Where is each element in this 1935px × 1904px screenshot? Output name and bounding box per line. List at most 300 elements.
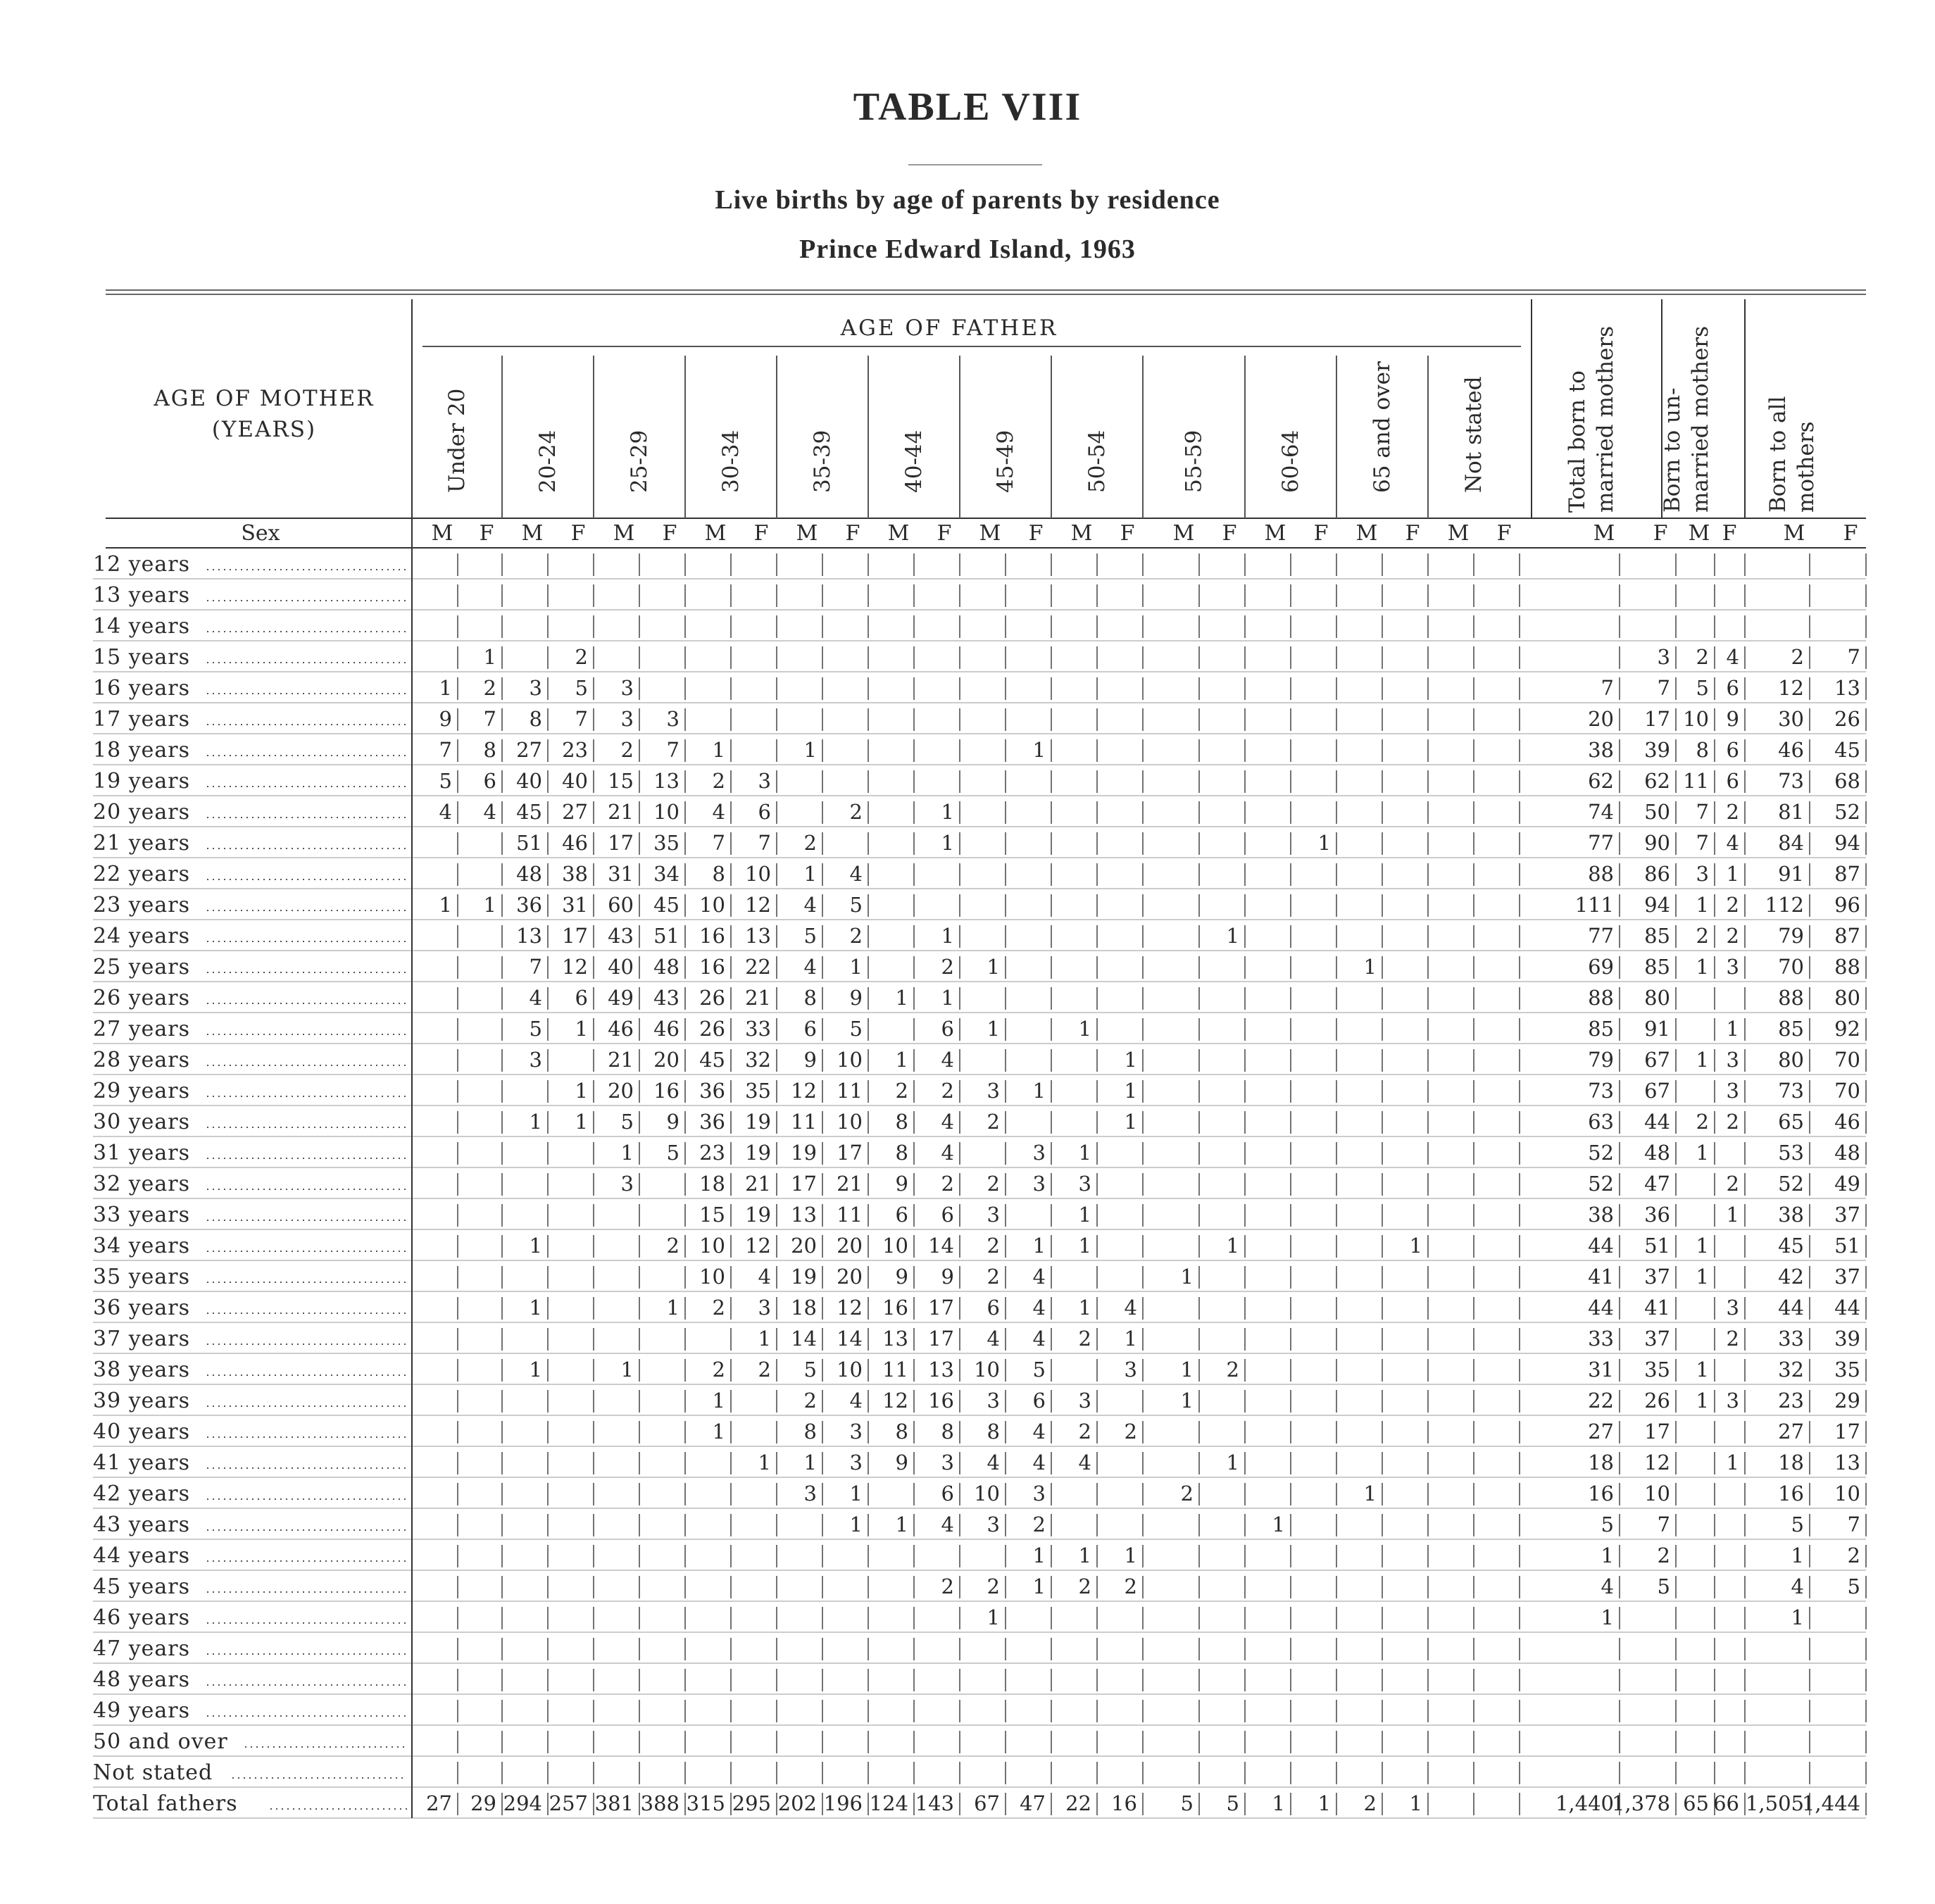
table-cell: 9 xyxy=(1726,707,1739,731)
table-cell: 8 xyxy=(941,1420,954,1443)
row-label: 37 years xyxy=(93,1327,191,1351)
sex-label: Sex xyxy=(241,521,280,546)
table-cell: 3 xyxy=(620,676,634,700)
table-cell: 34 xyxy=(653,862,680,886)
sex-heading: F xyxy=(1222,521,1237,546)
table-cell: 53 xyxy=(1778,1141,1804,1165)
table-cell: 1 xyxy=(1180,1358,1194,1382)
table-cell: 5 xyxy=(1847,1574,1860,1598)
row-label: 13 years xyxy=(93,583,191,608)
table-cell: 23 xyxy=(1778,1389,1804,1413)
table-cell: 46 xyxy=(1778,738,1804,762)
table-cell: 11 xyxy=(1683,769,1709,793)
table-cell: 85 xyxy=(1644,924,1670,948)
table-cell: 1 xyxy=(1124,1110,1137,1134)
table-cell: 1 xyxy=(1078,1543,1091,1567)
table-cell: 1 xyxy=(1124,1543,1137,1567)
table-cell: 7 xyxy=(483,707,496,731)
table-cell: 62 xyxy=(1588,769,1614,793)
total-cell: 381 xyxy=(594,1791,634,1815)
table-cell: 1 xyxy=(439,676,452,700)
table-cell: 4 xyxy=(941,1141,954,1165)
table-cell: 3 xyxy=(1032,1172,1046,1196)
table-cell: 7 xyxy=(1696,800,1709,824)
table-cell: 2 xyxy=(1696,645,1709,669)
row-label: 32 years xyxy=(93,1172,191,1196)
table-cell: 67 xyxy=(1644,1079,1670,1103)
father-group-heading: 30-34 xyxy=(718,430,744,493)
table-cell: 4 xyxy=(1032,1296,1046,1320)
table-cell: 7 xyxy=(712,831,725,855)
table-cell: 1 xyxy=(1124,1048,1137,1072)
table-cell: 9 xyxy=(895,1265,908,1289)
table-cell: 2 xyxy=(1657,1543,1670,1567)
table-cell: 14 xyxy=(837,1327,863,1351)
table-cell: 18 xyxy=(699,1172,725,1196)
table-cell: 10 xyxy=(837,1358,863,1382)
table-cell: 8 xyxy=(895,1141,908,1165)
total-cell: 22 xyxy=(1065,1791,1091,1815)
table-cell: 16 xyxy=(882,1296,908,1320)
table-cell: 18 xyxy=(791,1296,817,1320)
table-cell: 1 xyxy=(941,924,954,948)
table-cell: 1 xyxy=(1696,1141,1709,1165)
sex-heading: M xyxy=(1447,521,1470,546)
table-cell: 6 xyxy=(941,1482,954,1505)
table-cell: 51 xyxy=(1644,1234,1670,1258)
total-cell: 27 xyxy=(426,1791,452,1815)
table-cell: 13 xyxy=(791,1203,817,1227)
row-label: 20 years xyxy=(93,800,191,825)
row-label: 25 years xyxy=(93,955,191,979)
sex-heading: F xyxy=(753,521,769,546)
table-cell: 6 xyxy=(1726,738,1739,762)
table-cell: 37 xyxy=(1644,1265,1670,1289)
table-cell: 10 xyxy=(974,1482,1000,1505)
table-cell: 43 xyxy=(653,986,680,1010)
table-cell: 4 xyxy=(1032,1451,1046,1474)
table-cell: 8 xyxy=(1696,738,1709,762)
table-cell: 70 xyxy=(1834,1079,1860,1103)
table-cell: 2 xyxy=(1696,1110,1709,1134)
table-cell: 44 xyxy=(1588,1296,1614,1320)
table-title: TABLE VIII xyxy=(853,85,1082,129)
table-cell: 37 xyxy=(1834,1203,1860,1227)
table-cell: 88 xyxy=(1834,955,1860,979)
table-cell: 13 xyxy=(653,769,680,793)
table-cell: 10 xyxy=(837,1110,863,1134)
table-cell: 21 xyxy=(608,800,634,824)
row-label: 15 years xyxy=(93,645,191,670)
sex-heading: M xyxy=(431,521,453,546)
table-cell: 4 xyxy=(1032,1327,1046,1351)
table-cell: 79 xyxy=(1778,924,1804,948)
table-cell: 4 xyxy=(987,1327,1000,1351)
table-cell: 1 xyxy=(1696,1265,1709,1289)
table-cell: 87 xyxy=(1834,924,1860,948)
table-cell: 16 xyxy=(699,924,725,948)
table-cell: 33 xyxy=(745,1017,771,1041)
table-cell: 1 xyxy=(1180,1389,1194,1413)
row-label: 47 years xyxy=(93,1636,191,1661)
table-cell: 36 xyxy=(516,893,542,917)
table-cell: 2 xyxy=(1124,1574,1137,1598)
table-cell: 6 xyxy=(1032,1389,1046,1413)
row-label: 41 years xyxy=(93,1451,191,1475)
sex-heading: F xyxy=(1405,521,1420,546)
table-cell: 4 xyxy=(941,1048,954,1072)
total-cell: 295 xyxy=(732,1791,771,1815)
table-cell: 1 xyxy=(1124,1079,1137,1103)
table-cell: 12 xyxy=(745,1234,771,1258)
table-cell: 10 xyxy=(699,893,725,917)
table-cell: 77 xyxy=(1588,831,1614,855)
table-cell: 46 xyxy=(653,1017,680,1041)
row-label: 28 years xyxy=(93,1048,191,1072)
table-cell: 2 xyxy=(941,1172,954,1196)
table-cell: 1 xyxy=(712,1420,725,1443)
table-cell: 15 xyxy=(608,769,634,793)
row-label: Not stated xyxy=(93,1760,213,1785)
table-cell: 77 xyxy=(1588,924,1614,948)
table-cell: 17 xyxy=(1834,1420,1860,1443)
table-cell: 31 xyxy=(562,893,588,917)
table-cell: 21 xyxy=(608,1048,634,1072)
table-cell: 1 xyxy=(1726,1451,1739,1474)
row-label: 16 years xyxy=(93,676,191,701)
sex-heading: M xyxy=(1783,521,1805,546)
table-cell: 10 xyxy=(745,862,771,886)
table-cell: 19 xyxy=(791,1265,817,1289)
table-cell: 4 xyxy=(941,1110,954,1134)
table-cell: 36 xyxy=(699,1079,725,1103)
table-cell: 12 xyxy=(837,1296,863,1320)
table-cell: 60 xyxy=(608,893,634,917)
table-cell: 52 xyxy=(1778,1172,1804,1196)
table-cell: 68 xyxy=(1834,769,1860,793)
table-cell: 49 xyxy=(608,986,634,1010)
table-cell: 3 xyxy=(1078,1389,1091,1413)
table-cell: 74 xyxy=(1588,800,1614,824)
table-cell: 6 xyxy=(987,1296,1000,1320)
table-cell: 52 xyxy=(1588,1172,1614,1196)
table-cell: 2 xyxy=(1078,1574,1091,1598)
table-cell: 5 xyxy=(1601,1512,1614,1536)
table-cell: 16 xyxy=(699,955,725,979)
table-cell: 6 xyxy=(575,986,588,1010)
table-cell: 1 xyxy=(1032,738,1046,762)
table-cell: 79 xyxy=(1588,1048,1614,1072)
table-cell: 1 xyxy=(803,862,817,886)
table-cell: 1 xyxy=(987,1605,1000,1629)
table-cell: 4 xyxy=(1791,1574,1804,1598)
table-cell: 9 xyxy=(941,1265,954,1289)
row-label: 14 years xyxy=(93,614,191,639)
table-cell: 7 xyxy=(1601,676,1614,700)
row-label: 24 years xyxy=(93,924,191,948)
table-subtitle-place: Prince Edward Island, 1963 xyxy=(799,234,1136,264)
table-cell: 13 xyxy=(928,1358,954,1382)
table-cell: 7 xyxy=(758,831,771,855)
table-cell: 21 xyxy=(745,986,771,1010)
sex-heading: M xyxy=(1688,521,1710,546)
table-cell: 1 xyxy=(1696,1234,1709,1258)
table-cell: 3 xyxy=(758,1296,771,1320)
table-cell: 33 xyxy=(1588,1327,1614,1351)
table-cell: 5 xyxy=(803,924,817,948)
table-cell: 1 xyxy=(1696,1358,1709,1382)
table-cell: 1 xyxy=(1601,1605,1614,1629)
sex-heading: F xyxy=(479,521,494,546)
table-cell: 40 xyxy=(608,955,634,979)
table-cell: 88 xyxy=(1778,986,1804,1010)
table-cell: 5 xyxy=(529,1017,542,1041)
sex-heading: M xyxy=(1593,521,1615,546)
total-cell: 1 xyxy=(1272,1791,1285,1815)
row-label: 27 years xyxy=(93,1017,191,1041)
sex-heading: F xyxy=(845,521,860,546)
total-cell: 196 xyxy=(823,1791,863,1815)
table-cell: 5 xyxy=(849,893,863,917)
table-cell: 3 xyxy=(1657,645,1670,669)
sex-heading: M xyxy=(1355,521,1378,546)
table-cell: 4 xyxy=(1124,1296,1137,1320)
total-cell: 16 xyxy=(1111,1791,1137,1815)
table-cell: 5 xyxy=(439,769,452,793)
table-cell: 8 xyxy=(803,986,817,1010)
table-cell: 51 xyxy=(1834,1234,1860,1258)
total-cell: 66 xyxy=(1713,1791,1739,1815)
row-label: 49 years xyxy=(93,1698,191,1723)
table-cell: 4 xyxy=(529,986,542,1010)
table-cell: 1 xyxy=(758,1327,771,1351)
sex-heading: M xyxy=(1264,521,1286,546)
table-cell: 40 xyxy=(562,769,588,793)
table-cell: 1 xyxy=(1078,1141,1091,1165)
table-cell: 1 xyxy=(803,738,817,762)
father-header: AGE OF FATHER xyxy=(840,315,1058,341)
table-cell: 86 xyxy=(1644,862,1670,886)
table-cell: 5 xyxy=(1032,1358,1046,1382)
table-cell: 26 xyxy=(1834,707,1860,731)
table-cell: 2 xyxy=(849,800,863,824)
row-label: 23 years xyxy=(93,893,191,917)
row-label: 36 years xyxy=(93,1296,191,1320)
table-cell: 37 xyxy=(1644,1327,1670,1351)
table-cell: 3 xyxy=(529,1048,542,1072)
table-cell: 10 xyxy=(653,800,680,824)
total-cell: 1,505 xyxy=(1745,1791,1804,1815)
table-cell: 20 xyxy=(791,1234,817,1258)
father-group-heading: 20-24 xyxy=(535,430,561,493)
table-cell: 19 xyxy=(791,1141,817,1165)
total-cell: 294 xyxy=(503,1791,542,1815)
table-cell: 5 xyxy=(620,1110,634,1134)
table-cell: 3 xyxy=(1726,1389,1739,1413)
table-cell: 6 xyxy=(483,769,496,793)
table-cell: 92 xyxy=(1834,1017,1860,1041)
total-cell: 1,378 xyxy=(1611,1791,1670,1815)
table-cell: 12 xyxy=(1644,1451,1670,1474)
table-cell: 17 xyxy=(837,1141,863,1165)
table-cell: 1 xyxy=(1226,924,1239,948)
table-cell: 5 xyxy=(849,1017,863,1041)
father-group-heading: Not stated xyxy=(1461,376,1486,493)
table-cell: 20 xyxy=(608,1079,634,1103)
table-cell: 10 xyxy=(1834,1482,1860,1505)
row-label: 33 years xyxy=(93,1203,191,1227)
table-cell: 23 xyxy=(699,1141,725,1165)
table-cell: 2 xyxy=(620,738,634,762)
table-cell: 35 xyxy=(653,831,680,855)
table-cell: 17 xyxy=(1644,1420,1670,1443)
table-cell: 2 xyxy=(1226,1358,1239,1382)
table-cell: 3 xyxy=(666,707,680,731)
table-cell: 1 xyxy=(1726,862,1739,886)
table-cell: 51 xyxy=(653,924,680,948)
sex-heading: M xyxy=(796,521,818,546)
table-cell: 11 xyxy=(791,1110,817,1134)
table-cell: 4 xyxy=(1078,1451,1091,1474)
total-row-label: Total fathers xyxy=(93,1791,238,1816)
table-cell: 2 xyxy=(803,831,817,855)
total-cell: 388 xyxy=(640,1791,680,1815)
total-group-heading: married mothers xyxy=(1593,325,1618,513)
table-cell: 7 xyxy=(1847,1512,1860,1536)
table-cell: 88 xyxy=(1588,986,1614,1010)
table-cell: 31 xyxy=(1588,1358,1614,1382)
sex-heading: F xyxy=(662,521,677,546)
total-group-heading: Born to all xyxy=(1765,396,1791,513)
table-cell: 19 xyxy=(745,1110,771,1134)
table-cell: 10 xyxy=(1644,1482,1670,1505)
table-cell: 4 xyxy=(1726,645,1739,669)
table-cell: 91 xyxy=(1644,1017,1670,1041)
table-cell: 111 xyxy=(1574,893,1614,917)
row-label: 34 years xyxy=(93,1234,191,1258)
table-cell: 1 xyxy=(575,1017,588,1041)
table-cell: 3 xyxy=(803,1482,817,1505)
row-label: 40 years xyxy=(93,1420,191,1444)
table-cell: 45 xyxy=(653,893,680,917)
table-cell: 13 xyxy=(1834,676,1860,700)
table-cell: 7 xyxy=(1657,676,1670,700)
table-cell: 12 xyxy=(882,1389,908,1413)
table-cell: 2 xyxy=(1726,893,1739,917)
table-cell: 1 xyxy=(849,1482,863,1505)
father-group-heading: 40-44 xyxy=(901,430,927,493)
table-cell: 8 xyxy=(712,862,725,886)
table-cell: 13 xyxy=(882,1327,908,1351)
table-cell: 1 xyxy=(1032,1234,1046,1258)
total-cell: 315 xyxy=(686,1791,725,1815)
table-cell: 17 xyxy=(608,831,634,855)
table-cell: 45 xyxy=(1834,738,1860,762)
table-cell: 2 xyxy=(1847,1543,1860,1567)
table-cell: 96 xyxy=(1834,893,1860,917)
row-label: 30 years xyxy=(93,1110,191,1134)
table-cell: 2 xyxy=(712,1358,725,1382)
table-cell: 1 xyxy=(620,1141,634,1165)
table-cell: 17 xyxy=(562,924,588,948)
father-group-heading: 25-29 xyxy=(627,430,652,493)
table-cell: 6 xyxy=(941,1017,954,1041)
table-cell: 12 xyxy=(1778,676,1804,700)
row-label: 46 years xyxy=(93,1605,191,1630)
table-cell: 3 xyxy=(849,1420,863,1443)
table-cell: 18 xyxy=(1778,1451,1804,1474)
table-cell: 4 xyxy=(758,1265,771,1289)
sex-heading: M xyxy=(613,521,635,546)
table-cell: 41 xyxy=(1588,1265,1614,1289)
table-cell: 1 xyxy=(529,1110,542,1134)
table-cell: 9 xyxy=(895,1172,908,1196)
table-cell: 2 xyxy=(1726,800,1739,824)
row-label: 44 years xyxy=(93,1543,191,1568)
total-cell: 1 xyxy=(1317,1791,1331,1815)
table-cell: 1 xyxy=(1601,1543,1614,1567)
table-cell: 2 xyxy=(1124,1420,1137,1443)
table-cell: 4 xyxy=(483,800,496,824)
father-group-heading: 50-54 xyxy=(1084,430,1110,493)
table-cell: 88 xyxy=(1588,862,1614,886)
table-cell: 2 xyxy=(941,1574,954,1598)
total-cell: 47 xyxy=(1020,1791,1046,1815)
table-cell: 38 xyxy=(562,862,588,886)
table-cell: 90 xyxy=(1644,831,1670,855)
table-cell: 46 xyxy=(562,831,588,855)
table-cell: 1 xyxy=(1124,1327,1137,1351)
table-cell: 20 xyxy=(837,1265,863,1289)
sex-heading: F xyxy=(1120,521,1135,546)
table-cell: 45 xyxy=(699,1048,725,1072)
table-cell: 2 xyxy=(1791,645,1804,669)
table-cell: 5 xyxy=(666,1141,680,1165)
table-cell: 69 xyxy=(1588,955,1614,979)
table-cell: 87 xyxy=(1834,862,1860,886)
table-cell: 2 xyxy=(1180,1482,1194,1505)
sex-heading: F xyxy=(937,521,952,546)
row-label: 17 years xyxy=(93,707,191,732)
table-cell: 35 xyxy=(745,1079,771,1103)
table-cell: 19 xyxy=(745,1203,771,1227)
table-cell: 16 xyxy=(1778,1482,1804,1505)
table-cell: 3 xyxy=(1726,1048,1739,1072)
table-cell: 2 xyxy=(941,1079,954,1103)
table-cell: 10 xyxy=(699,1234,725,1258)
table-cell: 1 xyxy=(1363,1482,1377,1505)
table-cell: 26 xyxy=(699,1017,725,1041)
table-cell: 81 xyxy=(1778,800,1804,824)
table-cell: 2 xyxy=(987,1574,1000,1598)
table-cell: 4 xyxy=(712,800,725,824)
table-cell: 1 xyxy=(941,800,954,824)
table-cell: 19 xyxy=(745,1141,771,1165)
table-cell: 1 xyxy=(529,1358,542,1382)
table-cell: 7 xyxy=(666,738,680,762)
table-cell: 4 xyxy=(1601,1574,1614,1598)
table-cell: 1 xyxy=(1078,1017,1091,1041)
total-group-heading: Born to un- xyxy=(1660,387,1685,513)
table-cell: 48 xyxy=(1834,1141,1860,1165)
table-cell: 1 xyxy=(620,1358,634,1382)
table-cell: 27 xyxy=(516,738,542,762)
sex-heading: F xyxy=(1653,521,1668,546)
table-cell: 1 xyxy=(712,1389,725,1413)
table-cell: 9 xyxy=(439,707,452,731)
table-cell: 1 xyxy=(575,1110,588,1134)
table-cell: 38 xyxy=(1778,1203,1804,1227)
